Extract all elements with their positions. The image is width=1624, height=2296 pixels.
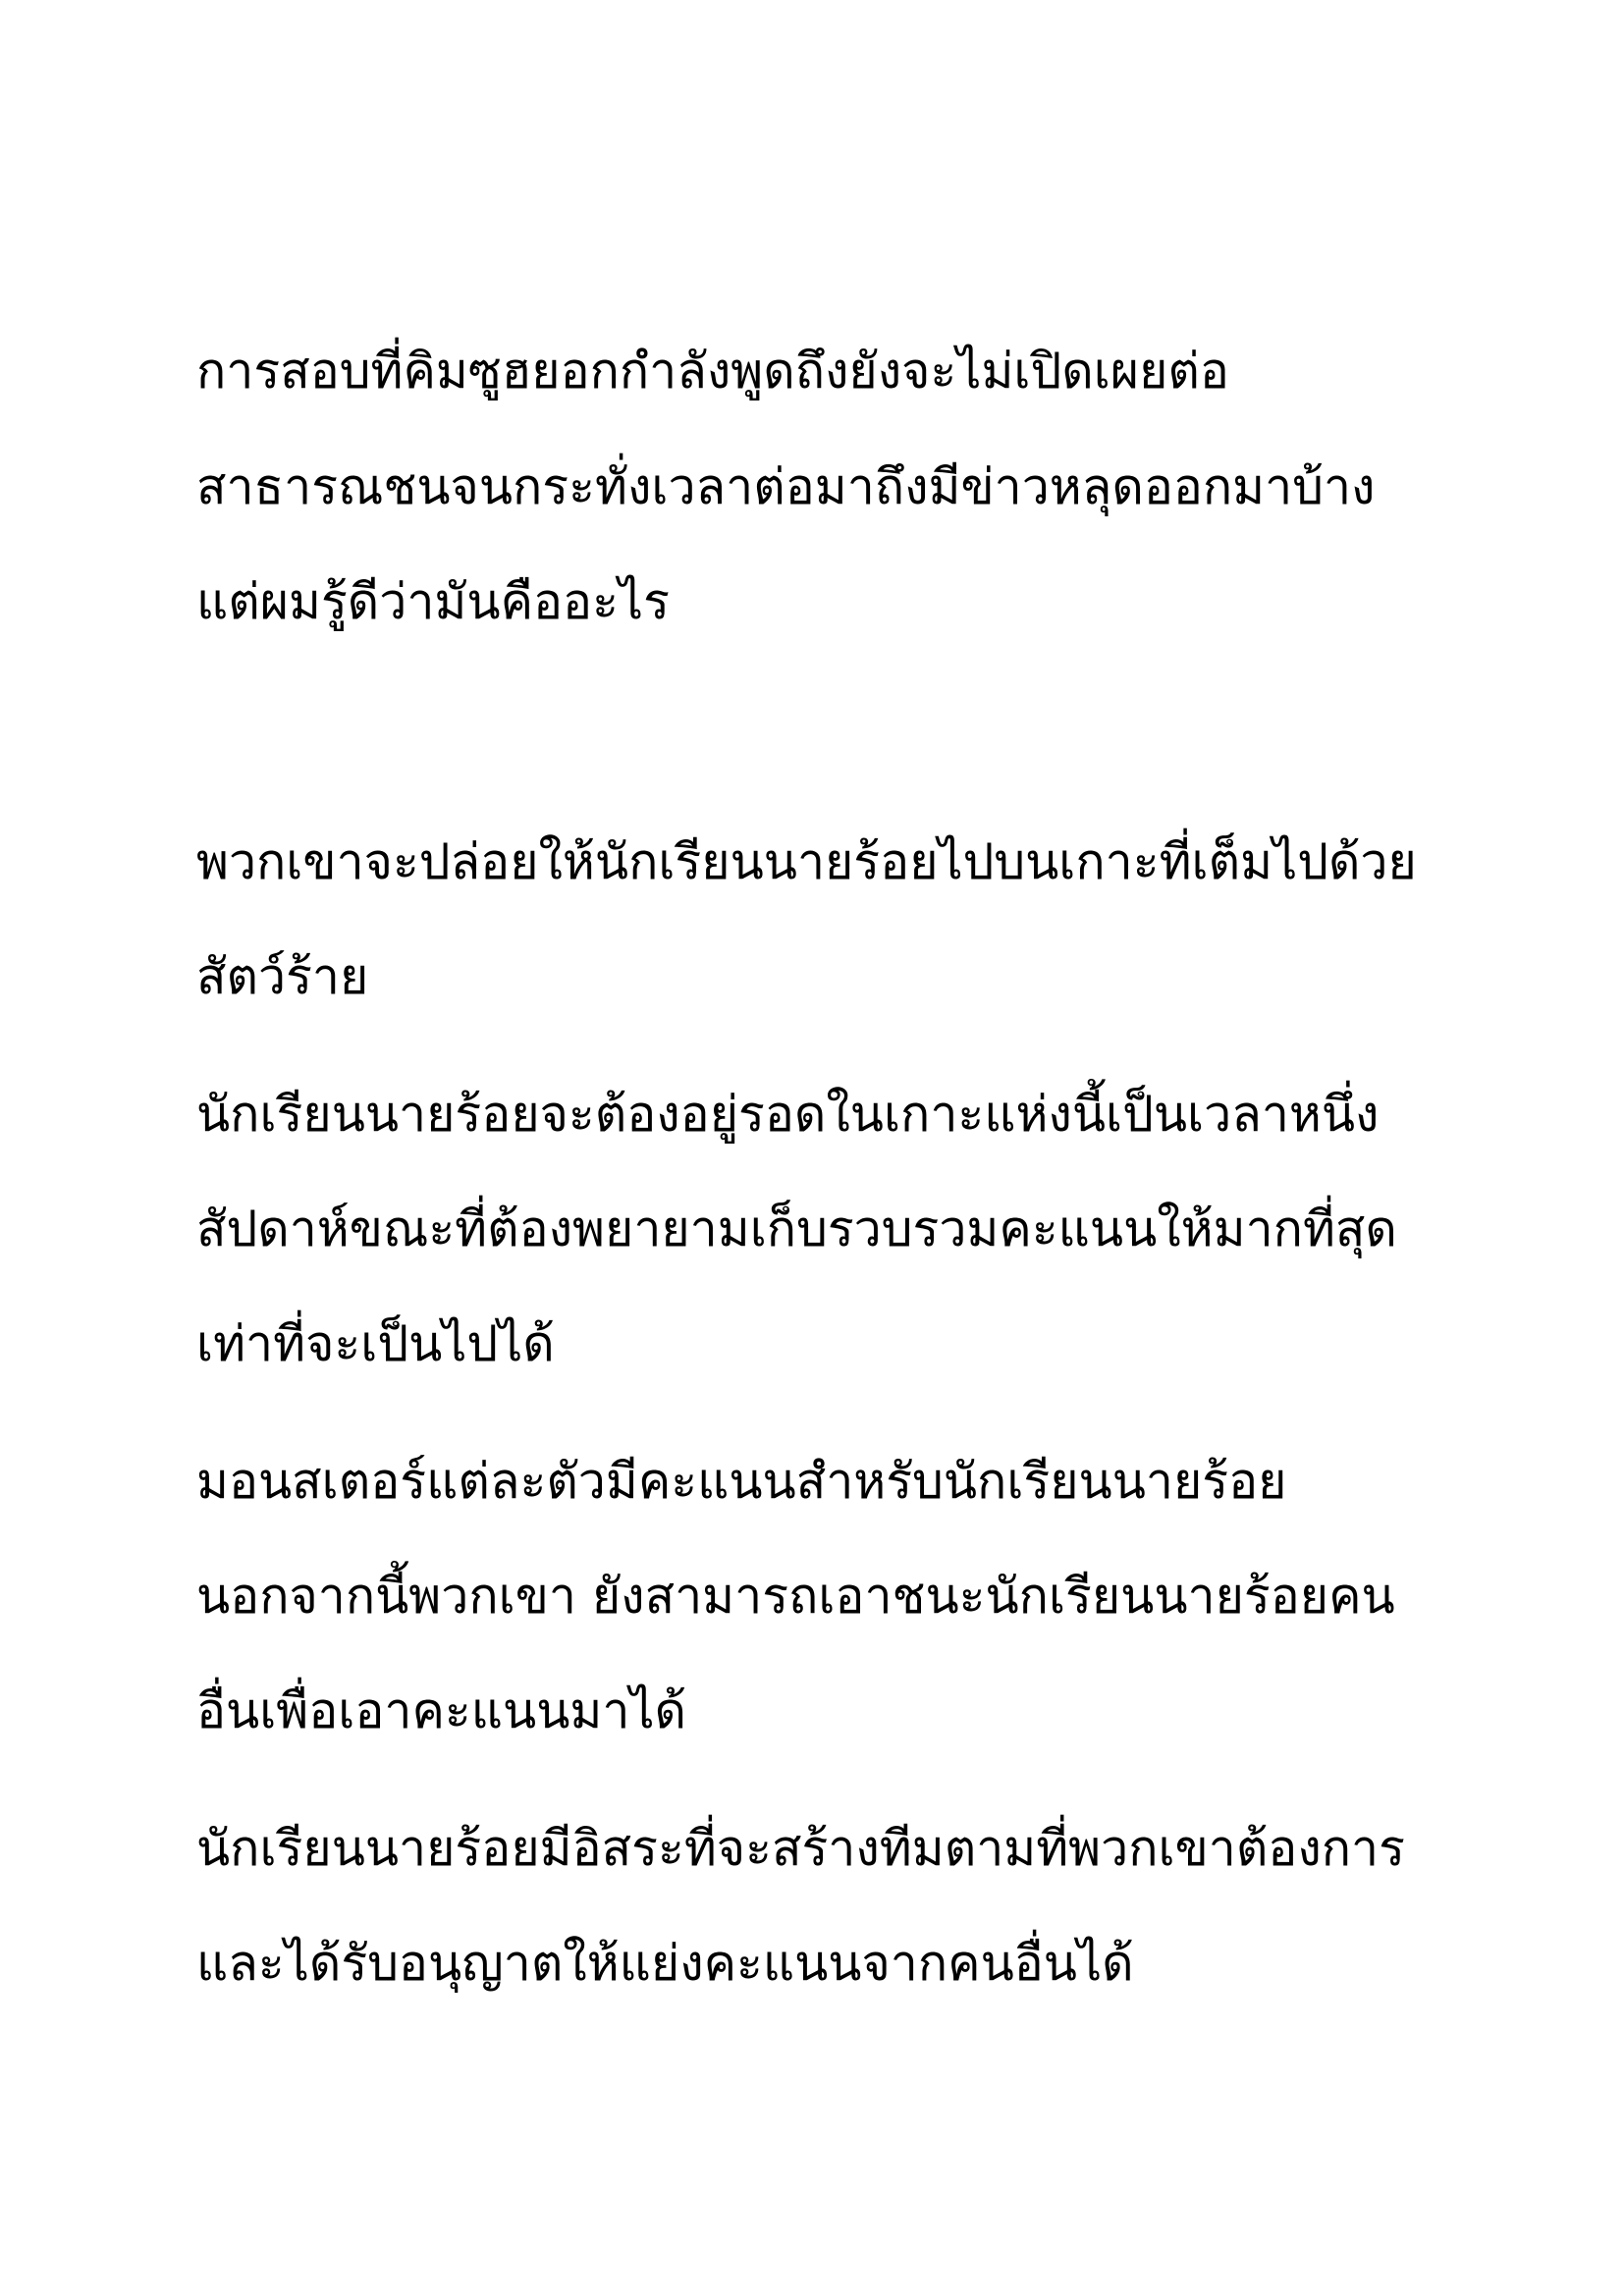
paragraph-3-line-2: สัปดาห์ขณะที่ต้องพยายามเก็บรวบรวมคะแนนให้มากที่สุด bbox=[196, 1201, 1397, 1257]
paragraph-1-line-2: สาธารณชนจนกระทั่งเวลาต่อมาถึงมีข่าวหลุดออกมาบ้าง bbox=[196, 458, 1376, 515]
paragraph-2-line-2: สัตว์ร้าย bbox=[196, 948, 369, 1005]
paragraph-4-line-1: มอนสเตอร์แต่ละตัวมีคะแนนสำหรับนักเรียนนายร้อย bbox=[196, 1453, 1287, 1510]
paragraph-5-line-2: และได้รับอนุญาตให้แย่งคะแนนจากคนอื่นได้ bbox=[196, 1935, 1134, 1992]
paragraph-1-line-3: แต่ผมรู้ดีว่ามันคืออะไร bbox=[196, 573, 670, 630]
paragraph-3-line-3: เท่าที่จะเป็นไปได้ bbox=[196, 1315, 555, 1372]
paragraph-3-line-1: นักเรียนนายร้อยจะต้องอยู่รอดในเกาะแห่งนี้เป็นเวลาหนึ่ง bbox=[196, 1086, 1380, 1143]
paragraph-5-line-1: นักเรียนนายร้อยมีอิสระที่จะสร้างทีมตามที่พวกเขาต้องการ bbox=[196, 1820, 1405, 1877]
paragraph-2-line-1: พวกเขาจะปล่อยให้นักเรียนนายร้อยไปบนเกาะที่เต็มไปด้วย bbox=[196, 833, 1417, 890]
paragraph-1-line-1: การสอบที่คิมซูฮยอกกำลังพูดถึงยังจะไม่เปิดเผยต่อ bbox=[196, 343, 1229, 400]
paragraph-4-line-3: อื่นเพื่อเอาคะแนนมาได้ bbox=[196, 1682, 687, 1739]
paragraph-4-line-2: นอกจากนี้พวกเขา ยังสามารถเอาชนะนักเรียนนายร้อยคน bbox=[196, 1568, 1395, 1625]
